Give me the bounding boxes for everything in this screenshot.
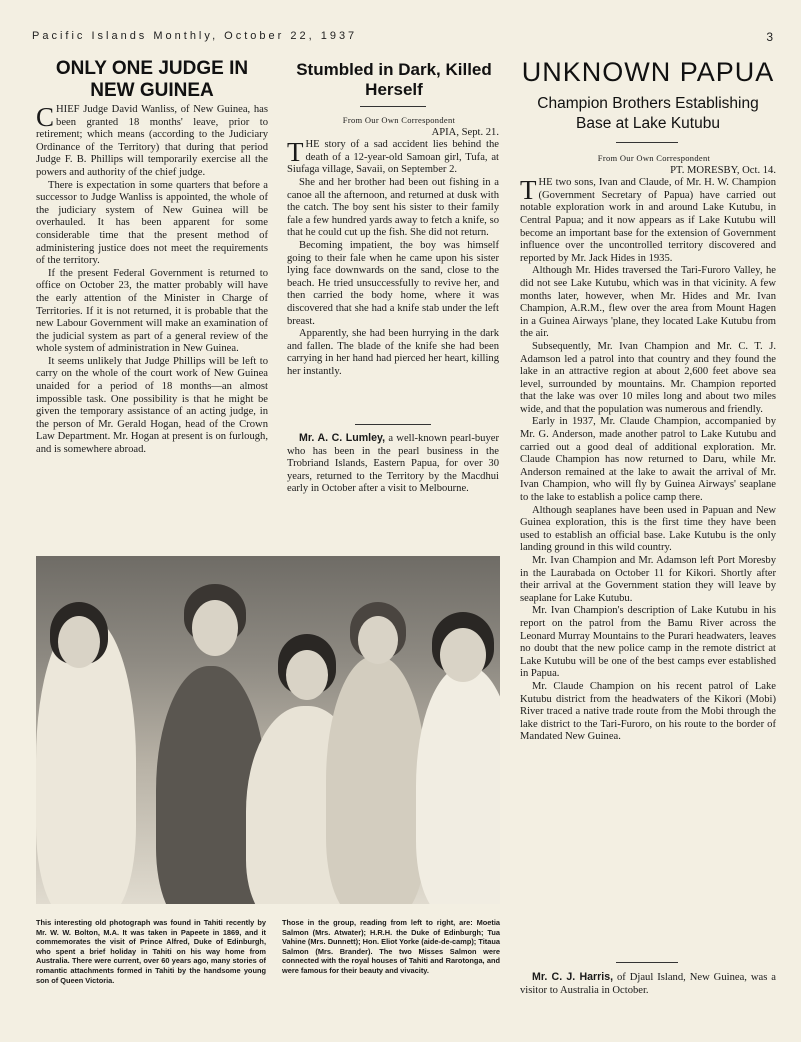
article3-paragraph: Although seaplanes have been used in Papuan and New Guinea exploration, this is the first time they have been used to establish an official base. Lake Kutubu is the only landing ground in this wild country. — [520, 504, 776, 554]
running-header — [32, 30, 773, 46]
article2-paragraph: THE story of a sad accident lies behind the death of a 12-year-old Samoan girl, Tufa, at Siufaga village, Savaii, on September 2. — [287, 137, 499, 176]
article3-paragraph: Although Mr. Hides traversed the Tari-Furoro Valley, he did not see Lake Kutubu, which was in that vicinity. A few months later, however, when Mr. Hides and Mr. Ivan Champion, A.R.M., flew over the area from Mount Hagen in a Guinea Airways 'plane, they located Lake Kutubu from the air. — [520, 265, 776, 340]
divider — [360, 106, 426, 107]
article3-paragraph: Subsequently, Mr. Ivan Champion and Mr. C. T. J. Adamson led a patrol into that country and they found the lake in an attractive region at about 2,600 feet above sea level, surrounded by mountains. Mr. Champion reported that the lake was over 10 miles long and about two miles wide, and that the population was numerous and friendly. — [520, 340, 776, 415]
article3-paragraph: Mr. Ivan Champion and Mr. Adamson left Port Moresby in the Laurabada on October 11 for Kikori. Shortly after their arrival at the Government station they will leave by seaplane for Lake Kutubu. — [520, 555, 776, 604]
article1-paragraph: There is expectation in some quarters that before a successor to Judge Wanliss is appointed, the whole of the judiciary system of New Guinea will be overhauled. It has been apparent for some considerable time that the present method of administering justice does not meet the requirements of the territory. — [36, 179, 268, 267]
figure-5 — [416, 666, 500, 904]
article2-byline: From Our Own Correspondent — [342, 115, 456, 125]
article1-paragraph: If the present Federal Government is returned to office on October 23, the matter probably will have the early attention of the Minister in Charge of Territories. If it is not returned, it is probable that the new Labour Government will make an examination of the judicial system as part of a general review of the whole system of administration in New Guinea. — [36, 267, 268, 355]
article3-subheadline: Champion Brothers Establishing Base at Lake Kutubu — [537, 95, 759, 132]
article1-headline: ONLY ONE JUDGE IN NEW GUINEA — [55, 58, 249, 101]
photo-caption-left: This interesting old photograph was found in Tahiti recently by Mr. W. W. Bolton, M.A. It was taken in Papeete in 1869, and it commemorates the visit of Prince Alfred, Duke of Edinburgh, who spent a brief holiday in Tahiti on his way home from Australia. There were current, over 60 years ago, many stories of romantic attachments formed in Tahiti by the handsome young son of Queen Victoria. — [36, 918, 266, 985]
article2-body — [287, 114, 499, 378]
divider — [355, 424, 431, 425]
article2-headline: Stumbled in Dark, Killed Herself — [296, 60, 492, 99]
article3-paragraph: Mr. Ivan Champion's description of Lake Kutubu in his report on the patrol from the Bamu River across the Leonard Murray Mountains to the Purari headwaters, leaves no doubt that the new police camp in the remote district at Lake Kutubu will be one of the best camps ever established in Papua. — [520, 605, 776, 680]
group-photograph — [36, 556, 500, 904]
article2-dropcap: T — [287, 137, 304, 168]
harris-note — [520, 971, 776, 997]
lumley-name: Mr. A. C. Lumley, — [299, 432, 386, 444]
article1-paragraph: CHIEF Judge David Wanliss, of New Guinea, has been granted 18 months' leave, prior to retirement; which means (according to the Judiciary Ordinance of the Territory) that during that period Judge F. B. Phillips will temporarily exercise all the powers and authority of the chief judge. — [36, 102, 268, 178]
article3-dropcap: T — [520, 175, 537, 206]
article2-paragraph: Apparently, she had been hurrying in the dark and fallen. The blade of the knife she had been carrying in her hand had pierced her heart, killing her instantly. — [287, 328, 499, 377]
divider — [616, 142, 678, 143]
running-title: Pacific Islands Monthly, October 22, 1937 — [32, 30, 358, 42]
article2-paragraph: She and her brother had been out fishing in a canoe all the afternoon, and returned at dusk with the catch. The boy sent his sister to their family fale a few hundred yards away to fetch a knife, so that he could cut up the fish. She did not return. — [287, 176, 499, 239]
article3-dateline: PT. MORESBY, Oct. 14. — [670, 164, 776, 176]
harris-name: Mr. C. J. Harris, — [532, 971, 614, 983]
photo-caption-right: Those in the group, reading from left to right, are: Moetia Salmon (Mrs. Atwater); H.R.H. the Duke of Edinburgh; Tua Vahine (Mrs. Dunnett); Hon. Eliot Yorke (aide-de-camp); Titaua Salmon (Mrs. Brander). The two Misses Salmon were connected with the royal houses of Tahiti and Rarotonga, and were famous for their beauty and vivacity. — [282, 918, 500, 975]
lumley-note — [287, 432, 499, 496]
harris-text: of Djaul Island, New Guinea, was a visitor to Australia in October. — [520, 972, 776, 996]
page-number: 3 — [766, 30, 773, 44]
divider — [616, 962, 678, 963]
lumley-text: a well-known pearl-buyer who has been in the pearl business in the Trobriand Islands, Eastern Papua, for over 30 years, returned to the Territory by the Macdhui early in October after a visit to Melbourne. — [287, 433, 499, 495]
figure-4 — [326, 656, 426, 904]
article3-paragraph: Early in 1937, Mr. Claude Champion, accompanied by Mr. G. Anderson, made another patrol to Lake Kutubu and carried out a good deal of additional exploration. Mr. Claude Champion has now returned to Daru, while Mr. Anderson remained at the lake to await the arrival of Mr. Ivan Champion, who will fly by Guinea Airways' seaplane to the lake to establish a police camp there. — [520, 416, 776, 504]
article3-body — [520, 152, 776, 744]
article3-byline: From Our Own Correspondent — [597, 153, 711, 163]
article2-dateline: APIA, Sept. 21. — [431, 126, 499, 138]
article1-dropcap: C — [36, 102, 55, 132]
article3-paragraph: Mr. Claude Champion on his recent patrol of Lake Kutubu district from the headwaters of the Kikori (Mobi) River traced a native trade route from the Mobi through the lake district to the Tari-Furoro, on his route to the border of Mandated New Guinea. — [520, 680, 776, 743]
article2-paragraph: Becoming impatient, the boy was himself going to their fale when he came upon his sister lying face downwards on the sand, close to the beach. He tried unsuccessfully to revive her, and then carried the body home, where it was discovered that she had a knife stab under the left breast. — [287, 239, 499, 327]
article1-paragraph: It seems unlikely that Judge Phillips will be left to carry on the whole of the court work of New Guinea unaided for a period of 18 months—an almost impossible task. One possibility is that he might be given the temporary assistance of an acting judge, in the person of Mr. Gerald Hogan, head of the Crown Law Department. Mr. Hogan at present is on furlough, and is somewhere abroad. — [36, 355, 268, 456]
article1-body — [36, 104, 268, 457]
article3-paragraph: THE two sons, Ivan and Claude, of Mr. H. W. Champion (Government Secretary of Papua) have carried out notable exploration work in and around Lake Kutubu, in Central Papua; and it now appears as if Lake Kutubu will become an important base for the extension of Government influence over the uncontrolled territory discovered and reported by Mr. Jack Hides in 1935. — [520, 175, 776, 264]
article3-headline: UNKNOWN PAPUA — [521, 57, 775, 87]
